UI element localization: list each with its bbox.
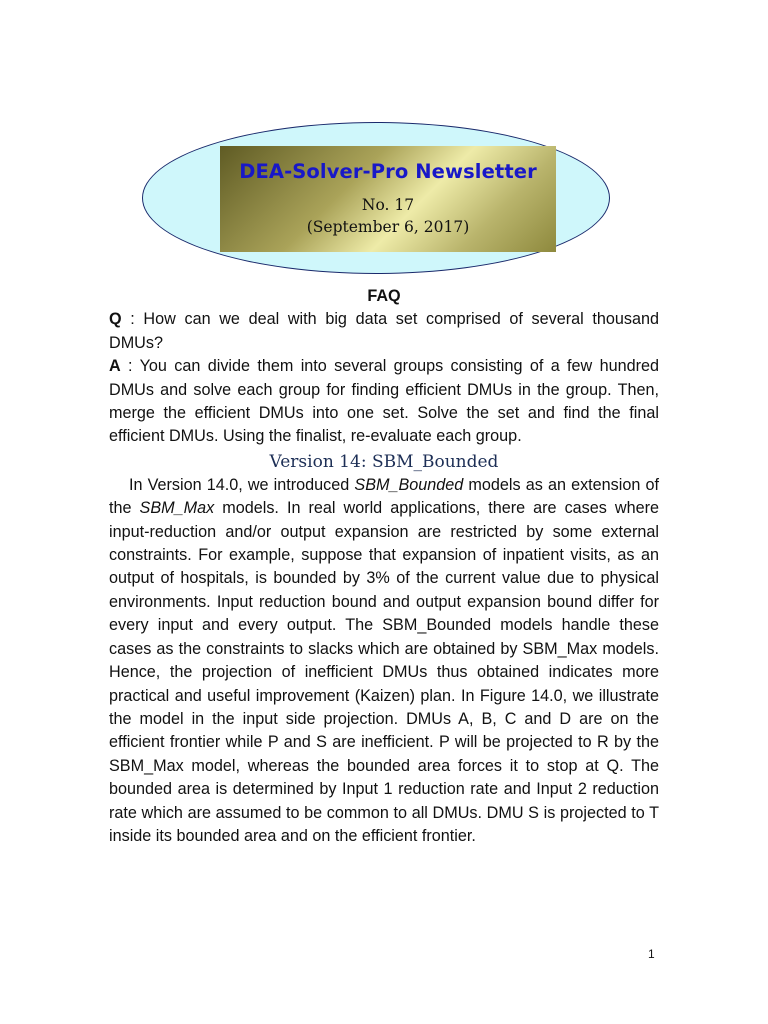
question-text: : How can we deal with big data set comprised of several thousand DMUs? [109, 310, 659, 352]
paragraph-emphasis-2: SBM_Max [139, 499, 215, 518]
paragraph-text-2: models as an extension of the [109, 475, 659, 518]
page-number: 1 [648, 947, 655, 961]
faq-question [109, 308, 659, 355]
paragraph-emphasis-1: SBM_Bounded [354, 475, 464, 494]
title-box [220, 146, 556, 252]
faq-answer [109, 355, 659, 449]
paragraph-text-1: In Version 14.0, we introduced [129, 475, 355, 494]
section-heading: Version 14: SBM_Bounded [269, 451, 499, 472]
answer-label: A [109, 357, 121, 376]
newsletter-title: DEA-Solver-Pro Newsletter [239, 160, 537, 183]
issue-number: No. 17 [361, 196, 415, 214]
issue-date: (September 6, 2017) [306, 218, 470, 236]
document-body [109, 285, 659, 848]
question-label: Q [109, 310, 122, 329]
answer-text: : You can divide them into several groups consisting of a few hundred DMUs and solve each group for finding efficient DMUs in the group. Then, merge the efficient DMUs into one set. Solve the set and find the final efficient DMUs. Using the finalist, re-evaluate each group. [109, 357, 659, 446]
section-paragraph [109, 474, 659, 849]
paragraph-text-3: models. In real world applications, there are cases where input-reduction and/or output expansion are restricted by some external constraints. For example, suppose that expansion of inpatient visits, as an output of hospitals, is bounded by 3% of the current value due to physical environments. Input reduction bound and output expansion bound differ for every input and every output. The SBM_Bounded models handle these cases as the constraints to slacks which are obtained by SBM_Max models. Hence, the projection of inefficient DMUs thus obtained indicates more practical and useful improvement (Kaizen) plan. In Figure 14.0, we illustrate the model in the input side projection. DMUs A, B, C and D are on the efficient frontier while P and S are inefficient. P will be projected to R by the SBM_Max model, whereas the bounded area forces it to stop at Q. The bounded area is determined by Input 1 reduction rate and Input 2 reduction rate which are assumed to be common to all DMUs. DMU S is projected to T inside its bounded area and on the efficient frontier. [109, 499, 659, 845]
faq-heading: FAQ [367, 287, 401, 305]
